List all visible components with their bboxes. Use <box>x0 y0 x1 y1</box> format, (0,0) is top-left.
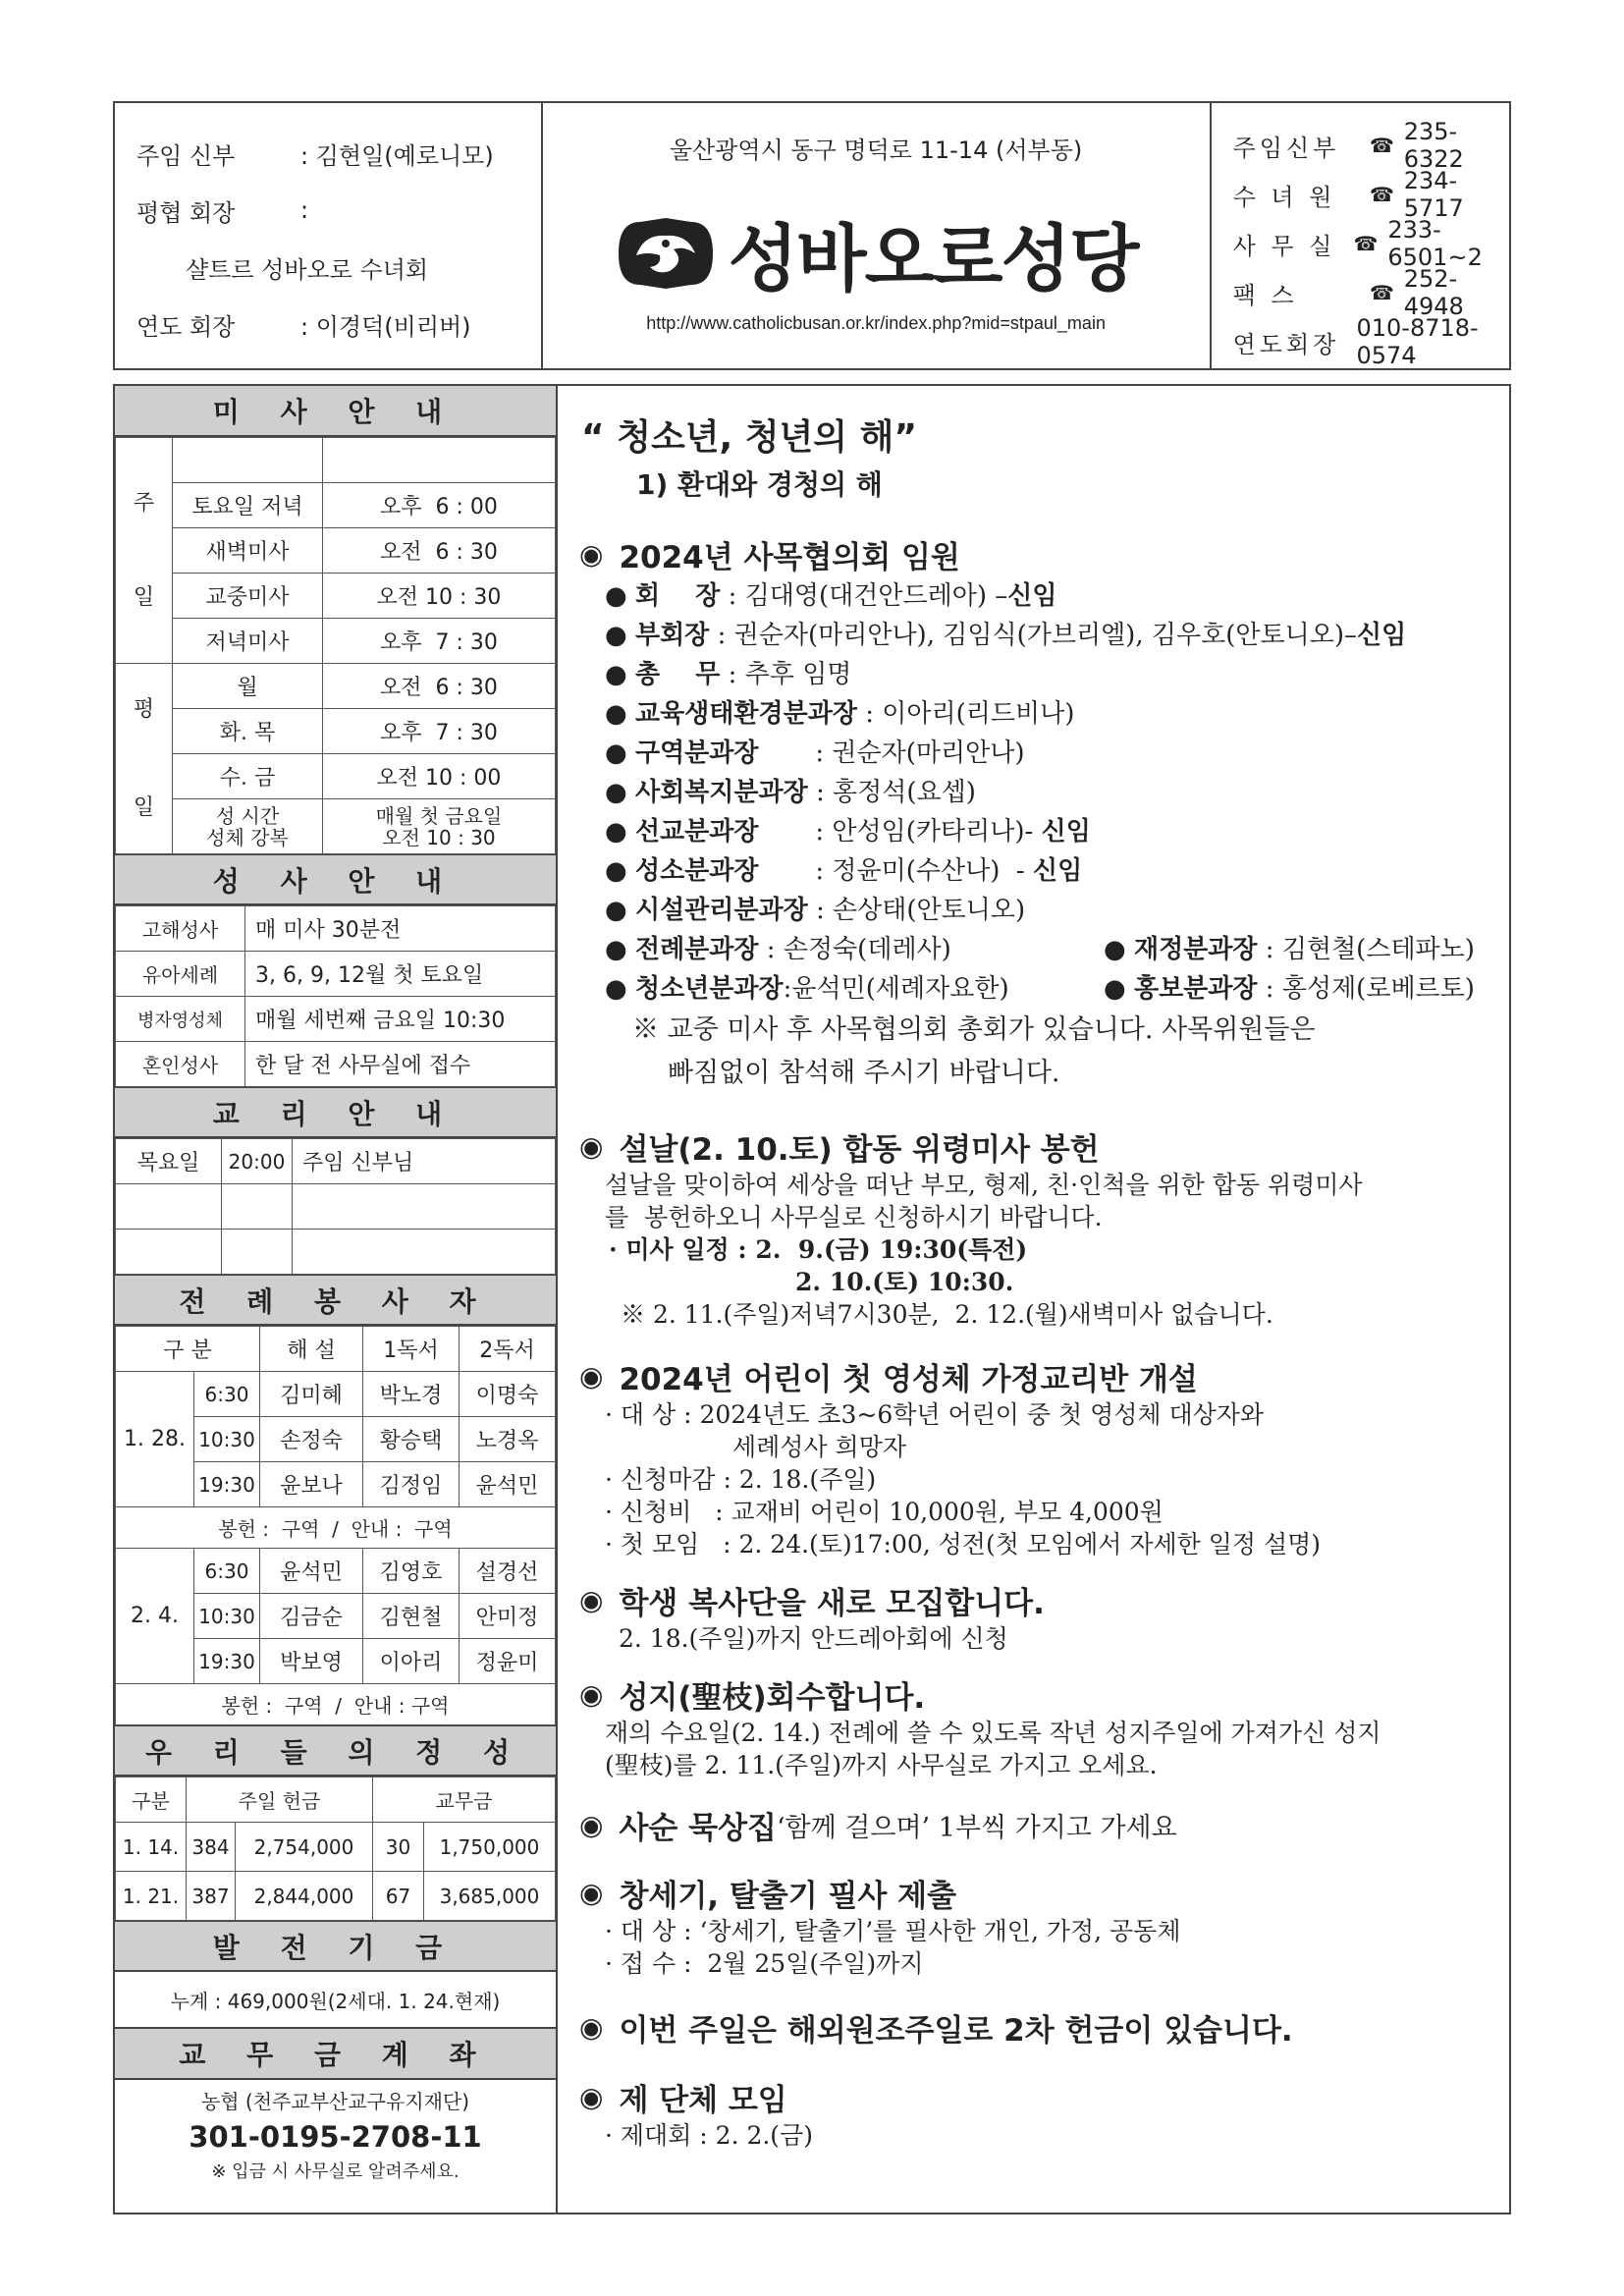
notice-title: 2024년 사목협의회 임원 <box>619 540 960 575</box>
new-badge: 신임 <box>1041 817 1091 847</box>
liturgy-reader1: 김정임 <box>363 1462 460 1507</box>
council-value: : <box>300 196 309 224</box>
yeondo-label: 연도 회장 <box>136 312 236 341</box>
mass-name: 성 시간 성체 강복 <box>173 799 323 854</box>
bullet-icon: ◉ <box>579 2081 604 2113</box>
contact-list <box>1212 103 1509 368</box>
mass-time: 매월 첫 금요일 오전 10 : 30 <box>323 799 556 854</box>
role-name: : 정윤미(수산나) - <box>758 856 1033 886</box>
bullet-dot-icon: ● <box>605 778 635 807</box>
church-name: 성바오로성당 <box>728 217 1138 301</box>
notice-council <box>579 532 1509 1093</box>
notice-text: · 제대회 : 2. 2.(금) <box>605 2121 813 2150</box>
yeondo-value: : 이경덕(비리버) <box>300 312 471 341</box>
bullet-icon: ◉ <box>579 1584 604 1616</box>
contact-phone: 010-8718-0574 <box>1356 314 1479 369</box>
notice-text: · 접 수 : 2월 25일(주일)까지 <box>605 1949 924 1978</box>
liturgy-time: 19:30 <box>194 1639 260 1684</box>
offering-date: 1. 14. <box>116 1823 187 1872</box>
new-badge: 신임 <box>1033 856 1083 886</box>
mass-section-title: 미 사 안 내 <box>115 386 556 437</box>
bullet-dot-icon: ● <box>605 817 635 847</box>
role-name: : 권순자(마리안나), 김임식(가브리엘), 김우호(안토니오)– <box>709 621 1357 650</box>
notice-altar-servers <box>579 1578 1509 1655</box>
notice-title: 학생 복사단을 새로 모집합니다. <box>619 1586 1045 1621</box>
offering-date: 1. 21. <box>116 1872 187 1921</box>
contact-label: 팩 스 <box>1232 281 1298 309</box>
liturgy-date: 2. 4. <box>116 1549 194 1684</box>
bullet-dot-icon: ● <box>1104 935 1134 964</box>
catechism-day: 목요일 <box>116 1139 222 1184</box>
mass-time: 오전 6 : 30 <box>323 528 556 574</box>
role-name: : 손상태(안토니오) <box>807 896 1026 925</box>
role-label: 선교분과장 <box>634 817 759 847</box>
church-logo <box>543 201 1210 305</box>
bullet-icon: ◉ <box>579 1130 604 1163</box>
notice-group-meetings <box>579 2075 1509 2152</box>
liturgy-commentator: 손정숙 <box>260 1417 363 1462</box>
offering-section-title: 우 리 들 의 정 성 <box>115 1725 556 1777</box>
council-note: 빠짐없이 참석해 주시기 바랍니다. <box>668 1058 1060 1088</box>
offering-table <box>115 1777 556 1921</box>
bullet-dot-icon: ● <box>605 974 635 1004</box>
notice-title: 이번 주일은 해외원조주일로 2차 헌금이 있습니다. <box>619 2013 1293 2049</box>
notice-palm-return <box>579 1672 1509 1781</box>
liturgy-commentator: 박보영 <box>260 1639 363 1684</box>
role-label: 전례분과장 <box>634 935 759 964</box>
catechism-teacher <box>293 1230 556 1275</box>
phone-icon: ☎ <box>1369 281 1394 304</box>
liturgy-reader2: 설경선 <box>460 1549 556 1594</box>
liturgy-reader1: 황승택 <box>363 1417 460 1462</box>
tithe-amount: 1,750,000 <box>424 1823 556 1872</box>
sacrament-value: 매 미사 30분전 <box>245 906 556 952</box>
sacrament-value: 매월 세번째 금요일 10:30 <box>245 997 556 1042</box>
notice-text: · 신청마감 : 2. 18.(주일) <box>605 1465 877 1494</box>
notice-title: 사순 묵상집 <box>619 1811 777 1846</box>
new-badge: 신임 <box>1356 621 1407 650</box>
mass-name: 수. 금 <box>173 754 323 799</box>
church-address: 울산광역시 동구 명덕로 11-14 (서부동) <box>669 137 1083 164</box>
catechism-time <box>222 1184 293 1230</box>
liturgy-footer: 봉헌 : 구역 / 안내 : 구역 <box>116 1507 556 1549</box>
catechism-teacher <box>293 1184 556 1230</box>
liturgy-commentator: 김미혜 <box>260 1372 363 1417</box>
phone-icon: ☎ <box>1369 183 1394 206</box>
tithe-amount: 3,685,000 <box>424 1872 556 1921</box>
role-label: 시설관리분과장 <box>634 896 808 925</box>
bullet-dot-icon: ● <box>605 935 635 964</box>
role-name: : 추후 임명 <box>720 660 852 689</box>
liturgy-reader2: 윤석민 <box>460 1462 556 1507</box>
mass-name: 월 <box>173 664 323 709</box>
liturgy-time: 10:30 <box>194 1594 260 1639</box>
year-theme: “ 청소년, 청년의 해” <box>581 417 918 458</box>
liturgy-header: 1독서 <box>363 1327 460 1372</box>
notice-first-communion <box>579 1354 1509 1560</box>
role-name: : 이아리(리드비나) <box>857 699 1075 729</box>
mass-time: 오전 10 : 00 <box>323 754 556 799</box>
liturgy-commentator: 윤석민 <box>260 1549 363 1594</box>
sunday-label: 주 일 <box>116 438 173 664</box>
notice-text: · 미사 일정 : 2. 9.(금) 19:30(특전) <box>609 1235 1028 1264</box>
mass-name <box>173 438 323 483</box>
role-name: : 홍정석(요셉) <box>807 778 976 807</box>
role-name: : 김현철(스테파노) <box>1257 935 1475 964</box>
offering-amount: 2,754,000 <box>236 1823 373 1872</box>
liturgy-time: 19:30 <box>194 1462 260 1507</box>
notice-second-collection <box>579 2005 1509 2050</box>
liturgy-header: 구 분 <box>116 1327 260 1372</box>
mass-name: 저녁미사 <box>173 619 323 664</box>
liturgy-date: 1. 28. <box>116 1372 194 1507</box>
catechism-table <box>115 1138 556 1275</box>
offering-count: 387 <box>187 1872 236 1921</box>
notice-title: 2024년 어린이 첫 영성체 가정교리반 개설 <box>619 1362 1198 1397</box>
notice-lent-booklet <box>579 1803 1509 1847</box>
bullet-icon: ◉ <box>579 538 604 571</box>
liturgy-reader1: 박노경 <box>363 1372 460 1417</box>
notice-text: 설날을 맞이하여 세상을 떠난 부모, 형제, 친·인척을 위한 합동 위령미사 <box>605 1171 1363 1199</box>
account-bank: 농협 (천주교부산교구유지재단) <box>200 2090 470 2113</box>
liturgy-footer: 봉헌 : 구역 / 안내 : 구역 <box>116 1684 556 1725</box>
church-emblem-icon <box>615 214 717 293</box>
contact-label: 수 녀 원 <box>1232 183 1336 211</box>
bullet-dot-icon: ● <box>605 621 635 650</box>
notice-transcription <box>579 1871 1509 1980</box>
mass-time <box>323 438 556 483</box>
tithe-count: 67 <box>373 1872 424 1921</box>
sacrament-name: 혼인성사 <box>116 1042 245 1087</box>
fund-section-title: 발 전 기 금 <box>115 1921 556 1972</box>
notice-text: ※ 2. 11.(주일)저녁7시30분, 2. 12.(월)새벽미사 없습니다. <box>621 1300 1273 1329</box>
liturgy-time: 6:30 <box>194 1372 260 1417</box>
notice-text: · 신청비 : 교재비 어린이 10,000원, 부모 4,000원 <box>605 1498 1164 1526</box>
account-section-title: 교 무 금 계 좌 <box>115 2029 556 2080</box>
role-name: :윤석민(세례자요한) <box>783 974 1009 1004</box>
council-label: 평협 회장 <box>136 198 236 227</box>
notice-text: · 대 상 : ‘창세기, 탈출기’를 필사한 개인, 가정, 공동체 <box>605 1917 1181 1945</box>
contact-label: 연도회장 <box>1232 330 1340 358</box>
council-note: ※ 교중 미사 후 사목협의회 총회가 있습니다. 사목위원들은 <box>632 1014 1316 1045</box>
mass-name: 화. 목 <box>173 709 323 754</box>
liturgy-table <box>115 1326 556 1725</box>
tithe-count: 30 <box>373 1823 424 1872</box>
notice-text: 2. 10.(토) 10:30. <box>795 1268 1014 1296</box>
role-label: 부회장 <box>634 621 710 650</box>
contact-phone: 234-5717 <box>1403 167 1464 222</box>
clergy-info <box>115 103 543 368</box>
sisters-name: 샬트르 성바오로 수녀회 <box>186 255 429 284</box>
mass-table <box>115 437 556 854</box>
church-title-block <box>543 103 1212 368</box>
notice-title: 설날(2. 10.토) 합동 위령미사 봉헌 <box>619 1132 1100 1168</box>
bullet-icon: ◉ <box>579 1809 604 1841</box>
sacrament-name: 고해성사 <box>116 906 245 952</box>
role-label: 홍보분과장 <box>1133 974 1258 1004</box>
liturgy-commentator: 윤보나 <box>260 1462 363 1507</box>
mass-time: 오전 10 : 30 <box>323 574 556 619</box>
notice-title: 창세기, 탈출기 필사 제출 <box>619 1879 957 1914</box>
contact-label: 사 무 실 <box>1232 232 1336 260</box>
bullet-dot-icon: ● <box>605 581 635 611</box>
fund-total: 누계 : 469,000원(2세대. 1. 24.현재) <box>115 1972 556 2029</box>
bullet-dot-icon: ● <box>605 660 635 689</box>
role-label: 총 무 <box>634 660 721 689</box>
sacrament-value: 한 달 전 사무실에 접수 <box>245 1042 556 1087</box>
offering-header: 주일 헌금 <box>187 1777 373 1823</box>
new-badge: 신임 <box>1007 581 1057 611</box>
bullet-icon: ◉ <box>579 1678 604 1711</box>
bullet-dot-icon: ● <box>605 856 635 886</box>
bullet-icon: ◉ <box>579 2011 604 2044</box>
mass-name: 토요일 저녁 <box>173 483 323 528</box>
bullet-dot-icon: ● <box>605 896 635 925</box>
liturgy-reader2: 노경옥 <box>460 1417 556 1462</box>
pastor-value: : 김현일(예로니모) <box>300 141 494 170</box>
bullet-dot-icon: ● <box>605 738 635 768</box>
notice-text: 재의 수요일(2. 14.) 전례에 쓸 수 있도록 작년 성지주일에 가져가신 성지 <box>605 1719 1381 1747</box>
contact-phone: 252-4948 <box>1403 265 1464 320</box>
liturgy-time: 10:30 <box>194 1417 260 1462</box>
offering-amount: 2,844,000 <box>236 1872 373 1921</box>
phone-icon: ☎ <box>1353 232 1379 255</box>
mass-time: 오후 6 : 00 <box>323 483 556 528</box>
role-name: : 권순자(마리안나) <box>758 738 1025 768</box>
notice-title: 성지(聖枝)회수합니다. <box>619 1680 926 1716</box>
sacrament-table <box>115 905 556 1087</box>
liturgy-reader2: 안미정 <box>460 1594 556 1639</box>
mass-time: 오전 6 : 30 <box>323 664 556 709</box>
bulletin-header <box>113 101 1511 370</box>
liturgy-reader1: 김현철 <box>363 1594 460 1639</box>
notice-text: (聖枝)를 2. 11.(주일)까지 사무실로 가지고 오세요. <box>605 1751 1158 1779</box>
right-column <box>562 386 1509 2213</box>
sacrament-name: 유아세례 <box>116 952 245 997</box>
weekday-label: 평 일 <box>116 664 173 854</box>
catechism-day <box>116 1230 222 1275</box>
role-name: : 안성임(카타리나)- <box>758 817 1042 847</box>
account-note: ※ 입금 시 사무실로 알려주세요. <box>211 2161 460 2182</box>
mass-time: 오후 7 : 30 <box>323 619 556 664</box>
notice-text: · 첫 모임 : 2. 24.(토)17:00, 성전(첫 모임에서 자세한 일정 설명) <box>605 1530 1322 1558</box>
liturgy-time: 6:30 <box>194 1549 260 1594</box>
notice-text: 를 봉헌하오니 사무실로 신청하시기 바랍니다. <box>605 1203 1103 1231</box>
role-name: : 김대영(대건안드레아) – <box>720 581 1008 611</box>
bulletin-body <box>113 384 1511 2214</box>
notice-title: 제 단체 모임 <box>619 2083 787 2118</box>
liturgy-header: 해 설 <box>260 1327 363 1372</box>
role-label: 교육생태환경분과장 <box>634 699 857 729</box>
catechism-section-title: 교 리 안 내 <box>115 1087 556 1138</box>
role-name: : 홍성제(로베르토) <box>1257 974 1475 1004</box>
catechism-teacher: 주임 신부님 <box>293 1139 556 1184</box>
role-label: 구역분과장 <box>634 738 759 768</box>
liturgy-reader2: 정윤미 <box>460 1639 556 1684</box>
offering-header: 교무금 <box>373 1777 556 1823</box>
bullet-dot-icon: ● <box>1104 974 1134 1004</box>
year-theme-sub: 1) 환대와 경청의 해 <box>636 468 883 501</box>
contact-label: 주임신부 <box>1232 134 1340 162</box>
liturgy-header: 2독서 <box>460 1327 556 1372</box>
role-label: 회 장 <box>634 581 721 611</box>
notice-text: ‘함께 걸으며’ 1부씩 가지고 가세요 <box>776 1813 1177 1843</box>
liturgy-reader1: 이아리 <box>363 1639 460 1684</box>
liturgy-reader1: 김영호 <box>363 1549 460 1594</box>
notice-text: · 대 상 : 2024년도 초3~6학년 어린이 중 첫 영성체 대상자와 <box>605 1400 1265 1429</box>
role-label: 재정분과장 <box>1133 935 1258 964</box>
catechism-time: 20:00 <box>222 1139 293 1184</box>
account-number: 301-0195-2708-11 <box>189 2120 482 2154</box>
notice-text: 2. 18.(주일)까지 안드레아회에 신청 <box>619 1624 1008 1653</box>
catechism-time <box>222 1230 293 1275</box>
role-label: 성소분과장 <box>634 856 759 886</box>
contact-phone: 233-6501~2 <box>1387 216 1483 271</box>
phone-icon: ☎ <box>1369 134 1394 157</box>
liturgy-section-title: 전 례 봉 사 자 <box>115 1275 556 1326</box>
bullet-icon: ◉ <box>579 1877 604 1909</box>
liturgy-reader2: 이명숙 <box>460 1372 556 1417</box>
mass-name: 새벽미사 <box>173 528 323 574</box>
contact-phone: 235-6322 <box>1403 118 1464 173</box>
bullet-dot-icon: ● <box>605 699 635 729</box>
bullet-icon: ◉ <box>579 1360 604 1393</box>
offering-count: 384 <box>187 1823 236 1872</box>
mass-time: 오후 7 : 30 <box>323 709 556 754</box>
role-name: : 손정숙(데레사) <box>758 935 951 964</box>
left-column <box>115 386 558 2213</box>
notice-memorial-mass <box>579 1124 1509 1331</box>
catechism-day <box>116 1184 222 1230</box>
mass-name: 교중미사 <box>173 574 323 619</box>
notice-text: 세례성사 희망자 <box>732 1433 906 1461</box>
pastor-label: 주임 신부 <box>136 141 236 170</box>
offering-header: 구분 <box>116 1777 187 1823</box>
sacrament-value: 3, 6, 9, 12월 첫 토요일 <box>245 952 556 997</box>
role-label: 사회복지분과장 <box>634 778 808 807</box>
liturgy-commentator: 김금순 <box>260 1594 363 1639</box>
church-url[interactable]: http://www.catholicbusan.or.kr/index.php?mid=stpaul_main <box>646 313 1106 333</box>
role-label: 청소년분과장 <box>634 974 784 1004</box>
sacrament-section-title: 성 사 안 내 <box>115 854 556 905</box>
sacrament-name: 병자영성체 <box>116 997 245 1042</box>
